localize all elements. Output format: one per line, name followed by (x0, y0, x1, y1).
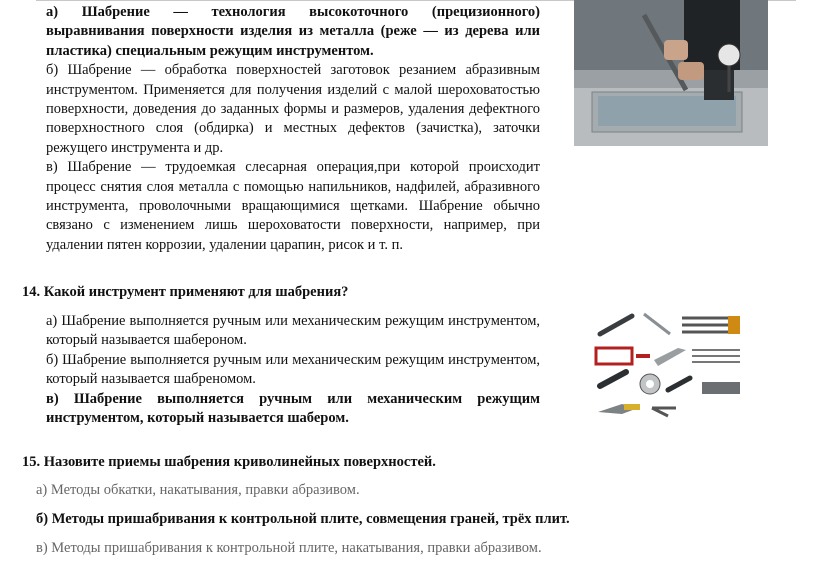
question-14-title: 14. Какой инструмент применяют для шабрения? (22, 284, 349, 300)
q15-option-c[interactable]: в) Методы пришабривания к контрольной плите, накатывания, правки абразивом. (36, 540, 542, 556)
scraping-worker-photo (574, 0, 768, 146)
q15-option-a[interactable]: а) Методы обкатки, накатывания, правки абразивом. (36, 482, 360, 498)
q14-option-c[interactable]: в) Шабрение выполняется ручным или механическим режущим инструментом, который называется шабером. (46, 390, 540, 427)
q14-option-b[interactable]: б) Шабрение выполняется ручным или механическим режущим инструментом, который называется шабреномом. (46, 351, 540, 388)
definition-a: а) Шабрение — технология высокоточного (прецизионного) выравнивания поверхности изделия из металла (реже — из дерева или пластика) специальным режущим инструментом. (46, 4, 540, 59)
q15-option-b[interactable]: б) Методы пришабривания к контрольной плите, совмещения граней, трёх плит. (36, 511, 570, 527)
definition-c: в) Шабрение — трудоемкая слесарная операция,при которой происходит процесс снятия слоя металла с помощью напильников, надфилей, абразивного инструмента, проволочными вращающимися щетками. Шабрение обычно связано с изменением лишь шероховатости поверхности, например, при удалении пятен коррозии, удалении царапин, рисок и т. п. (46, 159, 540, 253)
definitions-block (46, 3, 540, 255)
definition-b: б) Шабрение — обработка поверхностей заготовок резанием абразивным инструментом. Применяется для получения изделий с малой шероховатостью поверхности, доведения до заданных формы и размеров, удаления дефектного поверхностного слоя (обдирка) и местных дефектов (зачистка), заточки режущего инструмента и др. (46, 62, 540, 156)
q14-option-a[interactable]: а) Шабрение выполняется ручным или механическим режущим инструментом, который называется шабероном. (46, 313, 540, 349)
question-15-title: 15. Назовите приемы шабрения криволинейных поверхностей. (22, 454, 436, 470)
question-14-options (46, 312, 540, 428)
scraping-tools-image (594, 308, 746, 422)
